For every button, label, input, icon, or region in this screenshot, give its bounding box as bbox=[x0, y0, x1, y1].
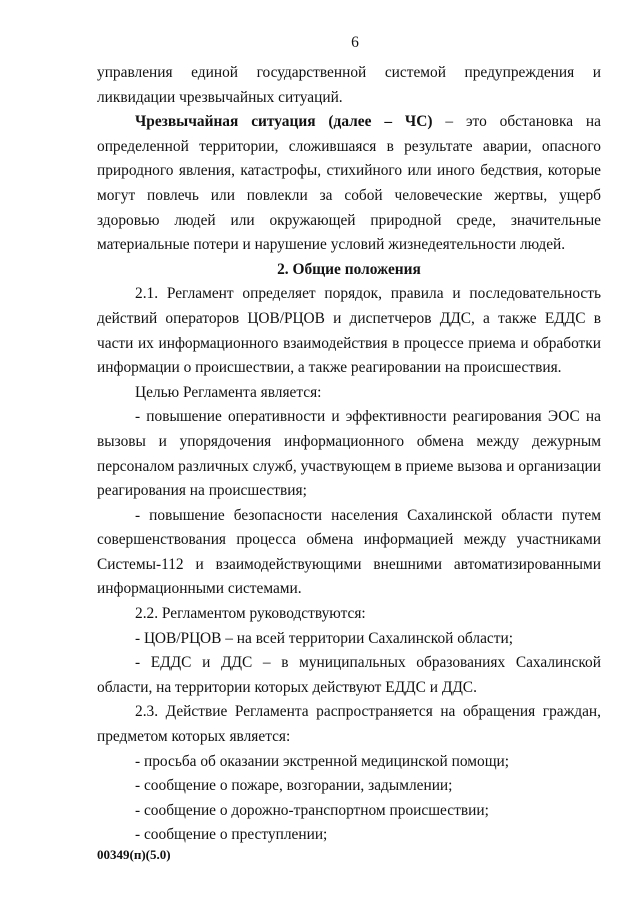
list-item: - повышение безопасности населения Сахалинской области путем совершенствования процесса обмена информацией между участниками Системы-112 и взаимодействующими внешними автоматизированными информационными системами. bbox=[97, 506, 601, 598]
paragraph: 2.1. Регламент определяет порядок, правила и последовательность действий операторов ЦОВ/РЦОВ и диспетчеров ДДС, а также ЕДДС в части их информационного взаимодействия в процессе приема и обработки информации о происшествии, а также реагировании на происшествия. bbox=[97, 285, 601, 377]
page-number: 6 bbox=[351, 34, 359, 51]
list-item: - сообщение о пожаре, возгорании, задымлении; bbox=[135, 777, 453, 795]
footer-code: 00349(п)(5.0) bbox=[97, 847, 171, 862]
list-item: - ЦОВ/РЦОВ – на всей территории Сахалинской области; bbox=[135, 629, 513, 647]
list-item: - сообщение о дорожно-транспортном происшествии; bbox=[135, 801, 489, 819]
document-body bbox=[97, 61, 601, 848]
list-item: - повышение оперативности и эффективности реагирования ЭОС на вызовы и упорядочения информационного обмена между дежурным персоналом различных служб, участвующем в приеме вызова и организации реагирования на происшествия; bbox=[97, 408, 601, 500]
paragraph-continuation: управления единой государственной системой предупреждения и ликвидации чрезвычайных ситуаций. bbox=[97, 64, 601, 106]
section-heading: 2. Общие положения bbox=[277, 260, 421, 278]
paragraph: Целью Регламента является: bbox=[135, 383, 322, 401]
paragraph-definition bbox=[97, 110, 601, 258]
paragraph: 2.2. Регламентом руководствуются: bbox=[135, 605, 366, 623]
list-item: - ЕДДС и ДДС – в муниципальных образованиях Сахалинской области, на территории которых действуют ЕДДС и ДДС. bbox=[97, 654, 601, 696]
list-item: - просьба об оказании экстренной медицинской помощи; bbox=[135, 752, 510, 770]
list-item: - сообщение о преступлении; bbox=[135, 826, 328, 844]
definition-text: – это обстановка на определенной территории, сложившаяся в результате аварии, опасного природного явления, катастрофы, стихийного или иного бедствия, которые могут повлечь или повлекли за собой человеческие жертвы, ущерб здоровью людей или окружающей природной среде, значительные материальные потери и нарушение условий жизнедеятельности людей. bbox=[97, 113, 601, 254]
paragraph: 2.3. Действие Регламента распространяется на обращения граждан, предметом которых является: bbox=[97, 703, 601, 746]
defined-term: Чрезвычайная ситуация (далее – ЧС) bbox=[135, 113, 433, 131]
